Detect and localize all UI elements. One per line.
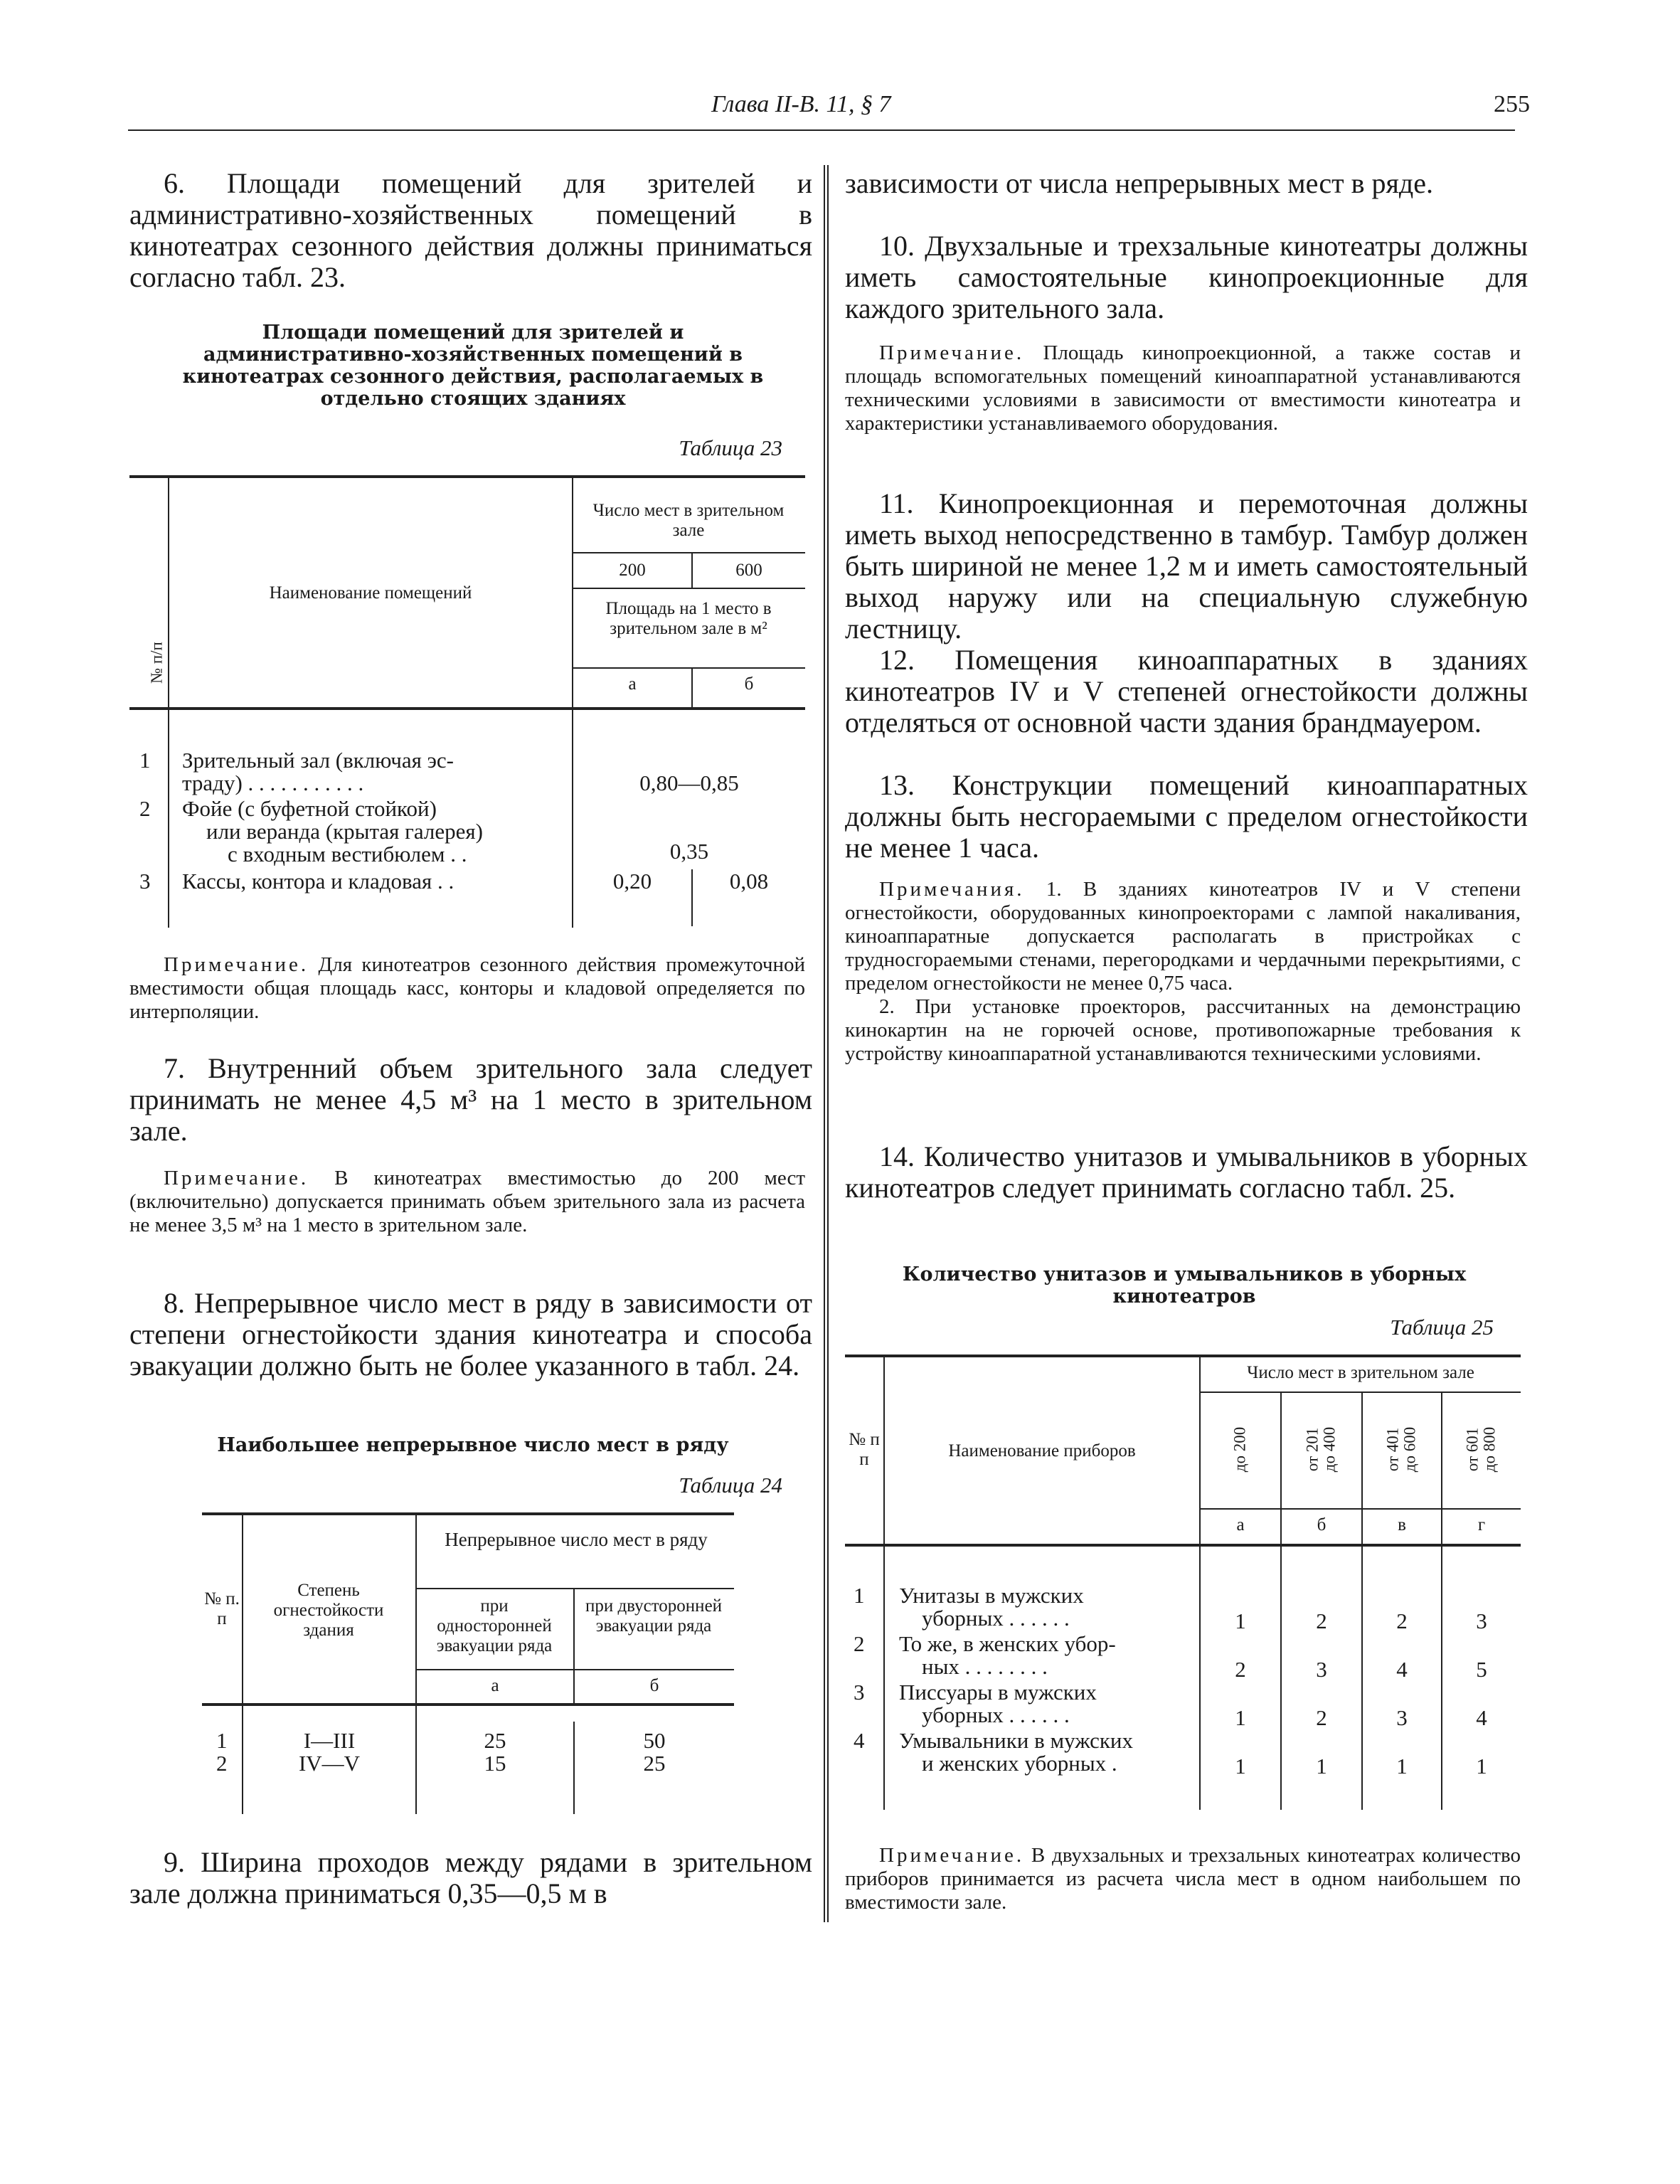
t25-row-2-name: То же, в женских убор- — [899, 1631, 1116, 1656]
t23-row-1-name-2: траду) . . . . . . . . . . . — [182, 770, 364, 795]
t24-row-1-a: 25 — [484, 1728, 506, 1753]
t25-row-4-g: 1 — [1476, 1754, 1487, 1779]
t23-row-2-name: Фойе (с буфетной стойкой) — [182, 796, 437, 821]
t23-col-name: Наименование помещений — [269, 583, 472, 603]
note-paragraph-7: Примечание. В кинотеатрах вместимостью до 200 мест (включительно) допускается принимать объем зрительного зала из расчета не менее 3,5 м³ на 1 место в зрительном зале. — [129, 1167, 805, 1236]
t25-row-1-name: Унитазы в мужских — [899, 1583, 1084, 1608]
t23-head-rule — [129, 707, 805, 710]
t25-top-rule — [845, 1355, 1521, 1357]
t24-col-one: при односторонней эвакуации ряда — [436, 1596, 553, 1655]
t23-row-3-name: Кассы, контора и кладовая . . — [182, 869, 454, 894]
t25-row-3-name: Писсуары в мужских — [899, 1680, 1097, 1705]
t23-row-3-b: 0,08 — [729, 869, 769, 894]
t23-col-200: 200 — [619, 561, 646, 580]
notes-paragraph-13: Примечания. 1. В зданиях кинотеатров IV и V степени огнестойкости, оборудованных кинопроекторами с лампой накаливания, киноаппаратные допускается располагать в пристройках с трудносгораемыми стенами, перегородками и чердачными перекрытиями, с пределом огнестойкости не менее 0,75 часа. 2. При установке проекторов, рассчитанных на демонстрацию кинокартин на не горючей основе, противопожарные требования к устройству киноаппаратной устанавливаются техническими условиями. — [845, 878, 1521, 1065]
table-24-title: Наибольшее непрерывное число мест в ряду — [217, 1434, 729, 1456]
page-number: 255 — [1494, 91, 1530, 117]
t25-row-1-a: 1 — [1235, 1608, 1246, 1633]
t25-col-c: в — [1398, 1515, 1406, 1534]
paragraph-6: 6. Площади помещений для зрителей и административно-хозяйственных помещений в кинотеатрах сезонного действия должны приниматься согласно табл. 23. — [129, 167, 812, 293]
paragraph-13: 13. Конструкции помещений киноаппаратных должны быть несгораемыми с пределом огнестойкости не менее 1 часа. — [845, 769, 1528, 864]
t23-row-1-num: 1 — [139, 748, 151, 773]
t24-top-rule — [202, 1512, 734, 1515]
note-table-23: Примечание. Для кинотеатров сезонного действия промежуточной вместимости общая площадь касс, конторы и кладовой определяется по интерполяции. — [129, 953, 806, 1023]
t25-row-1-g: 3 — [1476, 1608, 1487, 1633]
t23-row-3-a: 0,20 — [612, 869, 652, 894]
t25-col-c1: до 200 — [1230, 1426, 1249, 1473]
t25-col-c3a: от 401 — [1383, 1427, 1402, 1472]
t24-col-degree: Степень огнестойкости здания — [273, 1581, 384, 1640]
t25-row-4-num: 4 — [854, 1728, 865, 1753]
t25-row-4-c: 1 — [1396, 1754, 1408, 1779]
t25-head-rule — [845, 1544, 1521, 1547]
t25-col-g: г — [1477, 1515, 1486, 1534]
t25-vline-1 — [883, 1357, 885, 1810]
t25-rule-a — [1201, 1391, 1521, 1393]
t24-row-2-a: 15 — [484, 1751, 506, 1776]
t25-col-c2b: до 400 — [1320, 1426, 1339, 1473]
table-23-number: Таблица 23 — [679, 435, 782, 460]
t25-col-b: б — [1317, 1515, 1327, 1534]
t24-head-rule — [202, 1703, 734, 1706]
t25-row-4-name: Умывальники в мужских — [899, 1728, 1133, 1753]
t25-row-1-c: 2 — [1396, 1608, 1408, 1633]
t25-vline-5 — [1441, 1393, 1442, 1810]
t24-col-cont: Непрерывное число мест в ряду — [445, 1529, 708, 1550]
t23-row-1-val: 0,80—0,85 — [639, 770, 739, 795]
t24-row-1-deg: I—III — [303, 1728, 356, 1753]
t25-col-c2a: от 201 — [1303, 1427, 1322, 1472]
t23-col-b: б — [744, 674, 754, 694]
t25-row-2-c: 4 — [1396, 1657, 1408, 1682]
t24-rule-b — [417, 1669, 734, 1670]
t25-row-2-num: 2 — [854, 1631, 865, 1656]
table-24-number: Таблица 24 — [679, 1473, 782, 1497]
t25-row-1-name-2: уборных . . . . . . — [922, 1606, 1070, 1631]
t25-row-2-a: 2 — [1235, 1657, 1246, 1682]
paragraph-10: 10. Двухзальные и трехзальные кинотеатры должны иметь самостоятельные кинопроекционные для каждого зрительного зала. — [845, 230, 1528, 324]
t23-rule-b — [573, 588, 805, 589]
t24-col-num: № п.п — [204, 1589, 240, 1628]
t25-col-num: № п п — [849, 1430, 880, 1469]
t25-rule-b — [1201, 1508, 1521, 1510]
t23-row-2-name-3: с входным вестибюлем . . — [228, 842, 467, 866]
t24-row-2-deg: IV—V — [298, 1751, 361, 1776]
t25-col-c4a: от 601 — [1463, 1427, 1482, 1472]
t25-row-4-name-2: и женских уборных . — [922, 1751, 1117, 1776]
t23-row-3-num: 3 — [139, 869, 151, 894]
note-table-25: Примечание. В двухзальных и трехзальных кинотеатрах количество приборов принимается из расчета числа мест в одном наибольшем по вместимости зале. — [845, 1844, 1521, 1914]
note-paragraph-10: Примечание. Площадь кинопроекционной, а также состав и площадь вспомогательных помещений киноаппаратной устанавливаются техническими условиями в зависимости от вместимости кинотеатра и характеристики устанавливаемого оборудования. — [845, 341, 1521, 435]
t25-row-2-name-2: ных . . . . . . . . — [922, 1654, 1048, 1679]
t23-col-num: № п/п — [147, 642, 166, 684]
t24-row-2-b: 25 — [643, 1751, 666, 1776]
table-25-number: Таблица 25 — [1390, 1315, 1494, 1340]
table-25-title: Количество унитазов и умывальников в уборных кинотеатров — [902, 1263, 1467, 1308]
t23-row-2-num: 2 — [139, 796, 151, 821]
t25-row-1-num: 1 — [854, 1583, 865, 1608]
t25-row-3-g: 4 — [1476, 1705, 1487, 1730]
t23-row-1-name: Зрительный зал (включая эс- — [182, 748, 454, 773]
paragraph-12: 12. Помещения киноаппаратных в зданиях кинотеатров IV и V степеней огнестойкости должны отделяться от основной части здания брандмауером. — [845, 644, 1528, 738]
t25-col-c4b: до 800 — [1480, 1426, 1499, 1473]
t23-vline-1 — [168, 478, 169, 928]
t25-row-4-a: 1 — [1235, 1754, 1246, 1779]
column-rule — [824, 165, 825, 1922]
t25-row-1-b: 2 — [1316, 1608, 1327, 1633]
t24-col-a: а — [491, 1676, 499, 1695]
t23-col-600: 600 — [735, 561, 762, 580]
t24-col-b: б — [649, 1676, 659, 1695]
t23-top-rule — [129, 475, 805, 478]
paragraph-7: 7. Внутренний объем зрительного зала следует принимать не менее 4,5 м³ на 1 место в зрительном зале. — [129, 1052, 812, 1147]
t24-col-two: при двусторонней эвакуации ряда — [585, 1596, 723, 1636]
table-23-title: Площади помещений для зрителей и административно-хозяйственных помещений в кинотеатрах сезонного действия, располагаемых в отдельно стоящих зданиях — [182, 322, 764, 410]
t25-row-2-g: 5 — [1476, 1657, 1487, 1682]
t25-vline-4 — [1361, 1393, 1363, 1810]
t23-col-a: а — [628, 674, 637, 694]
column-rule-2 — [827, 165, 829, 1922]
t25-col-name: Наименование приборов — [948, 1441, 1136, 1461]
t24-row-1-b: 50 — [643, 1728, 666, 1753]
t25-col-c3b: до 600 — [1400, 1426, 1419, 1473]
t25-col-a: а — [1236, 1515, 1245, 1534]
t25-row-3-a: 1 — [1235, 1705, 1246, 1730]
t25-vline-2 — [1199, 1357, 1201, 1810]
t25-row-3-b: 2 — [1316, 1705, 1327, 1730]
t23-rule-a — [573, 552, 805, 553]
t24-rule-a — [417, 1588, 734, 1589]
t24-row-1-num: 1 — [216, 1728, 228, 1753]
running-header: Глава II-В. 11, § 7 — [711, 91, 891, 117]
t23-rule-c — [573, 667, 805, 669]
paragraph-8: 8. Непрерывное число мест в ряду в зависимости от степени огнестойкости здания кинотеатра и способа эвакуации должно быть не более указанного в табл. 24. — [129, 1287, 812, 1382]
header-rule — [128, 129, 1515, 131]
t23-row-2-val: 0,35 — [669, 839, 709, 864]
t25-row-3-c: 3 — [1396, 1705, 1408, 1730]
paragraph-9-cont: зависимости от числа непрерывных мест в ряде. — [845, 167, 1433, 199]
t23-col-seats: Число мест в зрительном зале — [592, 501, 785, 540]
t25-row-2-b: 3 — [1316, 1657, 1327, 1682]
t25-col-seats: Число мест в зрительном зале — [1247, 1363, 1474, 1382]
t23-col-area: Площадь на 1 место в зрительном зале в м² — [605, 599, 772, 638]
t25-row-3-name-2: уборных . . . . . . — [922, 1702, 1070, 1727]
t25-vline-3 — [1280, 1393, 1282, 1810]
paragraph-14: 14. Количество унитазов и умывальников в уборных кинотеатров следует принимать согласно табл. 25. — [845, 1140, 1528, 1204]
t25-row-4-b: 1 — [1316, 1754, 1327, 1779]
t23-row-2-name-2: или веранда (крытая галерея) — [206, 819, 483, 844]
t24-row-2-num: 2 — [216, 1751, 228, 1776]
t25-row-3-num: 3 — [854, 1680, 865, 1705]
paragraph-9: 9. Ширина проходов между рядами в зрительном зале должна приниматься 0,35—0,5 м в — [129, 1846, 812, 1909]
paragraph-11: 11. Кинопроекционная и перемоточная должны иметь выход непосредственно в тамбур. Тамбур должен быть шириной не менее 1,2 м и иметь самостоятельный выход наружу или на специальную служебную лестницу. — [845, 487, 1528, 645]
